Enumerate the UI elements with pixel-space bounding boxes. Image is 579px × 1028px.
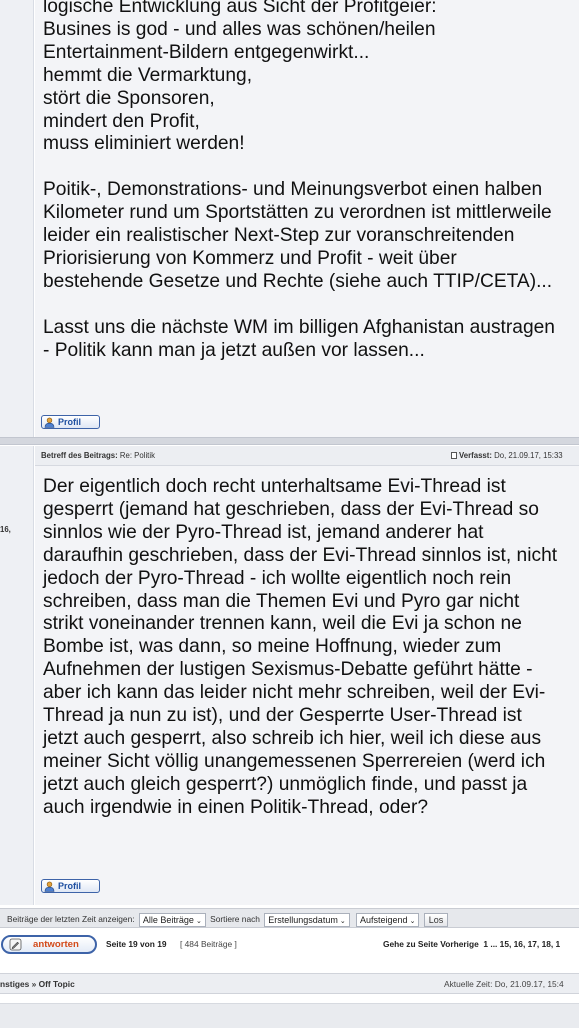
post1-line: - Politik kann man ja jetzt außen vor lassen... xyxy=(43,339,425,361)
show-posts-label: Beiträge der letzten Zeit anzeigen: xyxy=(7,914,135,924)
profile-label: Profil xyxy=(58,417,82,427)
post2-line: auch irgendwie in einen Politik-Thread, oder? xyxy=(43,796,429,818)
reply-label: antworten xyxy=(33,939,79,950)
reply-icon xyxy=(9,938,22,951)
post1-line: Lasst uns die nächste WM im billigen Afghanistan austragen xyxy=(43,316,555,338)
post2-timestamp xyxy=(451,446,563,466)
post2-header xyxy=(35,446,579,466)
post1-line: stört die Sponsoren, xyxy=(43,87,215,109)
post2-line: sinnlos wie der Pyro-Thread ist, jemand anderer hat xyxy=(43,521,484,543)
post2-line: schreiben, dass man die Themen Evi und Pyro gar nicht xyxy=(43,590,520,612)
sort-by-select[interactable] xyxy=(264,913,349,927)
post1-author-column xyxy=(0,0,34,437)
post1-body xyxy=(43,0,579,363)
post2-line: Der eigentlich doch recht unterhaltsame Evi-Thread ist xyxy=(43,476,506,497)
post2-author-info: 16, xyxy=(0,525,11,534)
current-time-value: Do, 21.09.17, 15:4 xyxy=(494,979,564,989)
breadcrumb xyxy=(0,973,579,994)
post2-profile-button[interactable] xyxy=(41,879,100,893)
post1-line: Poitik-, Demonstrations- und Meinungsverbot einen halben xyxy=(43,179,543,201)
chevron-down-icon: ⌄ xyxy=(409,917,416,925)
show-posts-select[interactable] xyxy=(139,913,206,927)
breadcrumb-path[interactable]: nstiges » Off Topic xyxy=(0,979,75,989)
post2-subject xyxy=(41,446,155,466)
post2-body xyxy=(43,476,579,820)
chevron-down-icon: ⌄ xyxy=(339,917,346,925)
sort-order-select[interactable] xyxy=(356,913,419,927)
post1-line: bestehende Gesetze und Rechte (siehe auch TTIP/CETA)... xyxy=(43,270,553,292)
display-options-bar xyxy=(0,908,579,928)
post2-line: daraufhin geschrieben, dass der Evi-Thread sinnlos ist, nicht xyxy=(43,544,558,566)
post2-line: aber ich kann das leider nicht mehr schreiben, weil der Evi- xyxy=(43,682,546,704)
post1-line: Kilometer rund um Sportstätten zu verordnen ist mittlerweile xyxy=(43,202,552,224)
sort-by-value: Erstellungsdatum xyxy=(268,914,338,925)
post2-line: meiner Sicht völlig unangemessenen Sperrereien (werd ich xyxy=(43,750,546,772)
post1-line: mindert den Profit, xyxy=(43,110,200,132)
subject-label: Betreff des Beitrags: xyxy=(41,451,118,460)
post1-line: Priorisierung von Kommerz und Profit - weit über xyxy=(43,248,457,270)
user-icon xyxy=(44,881,55,892)
post1-line: logische Entwicklung aus Sicht der Profitgeier: xyxy=(43,0,437,17)
post2-author-column xyxy=(0,446,34,905)
previous-page-link[interactable]: Vorherige xyxy=(440,939,479,949)
pagination-row xyxy=(0,932,579,956)
posted-label: Verfasst: xyxy=(459,451,492,460)
post1-line: muss eliminiert werden! xyxy=(43,133,245,155)
post1-line: Busines is god - und alles was schönen/heilen xyxy=(43,18,436,40)
sort-by-label: Sortiere nach xyxy=(210,914,260,924)
reply-button[interactable] xyxy=(1,935,97,954)
goto-page xyxy=(383,932,560,956)
chevron-down-icon: ⌄ xyxy=(195,917,202,925)
post2-line: Bombe ist, was dann, so meine Hoffnung, wieder zum xyxy=(43,636,502,658)
show-posts-value: Alle Beiträge xyxy=(142,914,194,925)
post2-line: gesperrt (jemand hat geschrieben, dass der Evi-Thread so xyxy=(43,498,539,520)
post1-profile-button[interactable] xyxy=(41,415,100,429)
post2-line: Aufnehmen der lustigen Sexismus-Debatte geführt hätte - xyxy=(43,659,533,681)
post2-line: Thread ja nun zu ist), und der Gesperrte User-Thread ist xyxy=(43,705,522,727)
footer-band xyxy=(0,1003,579,1028)
goto-label: Gehe zu Seite xyxy=(383,939,438,949)
sort-order-value: Aufsteigend xyxy=(360,914,408,925)
post-separator xyxy=(0,437,579,445)
post2-line: jedoch der Pyro-Thread - ich wollte eigentlich noch rein xyxy=(43,567,512,589)
post1-line: leider ein realistischer Next-Step zur voranschreitenden xyxy=(43,225,515,247)
post2-line: jetzt auch gleich gesperrt?) unmöglich finde, und passt ja xyxy=(43,773,528,795)
user-icon xyxy=(44,417,55,428)
go-button[interactable]: Los xyxy=(424,913,449,927)
post2-line: strikt voneinander trennen kann, weil die Evi ja schon ne xyxy=(43,613,522,635)
page-info: Seite 19 von 19 xyxy=(106,939,167,949)
current-time-label: Aktuelle Zeit: xyxy=(444,979,493,989)
post-count: [ 484 Beiträge ] xyxy=(180,939,237,949)
post2-line: jetzt auch gesperrt, also schreib ich hier, weil ich diese aus xyxy=(43,727,542,749)
post1-line: hemmt die Vermarktung, xyxy=(43,64,253,86)
current-time xyxy=(444,974,564,994)
post1-line: Entertainment-Bildern entgegenwirkt... xyxy=(43,41,370,63)
post-link-icon[interactable] xyxy=(451,452,457,459)
profile-label: Profil xyxy=(58,881,82,891)
page-links[interactable]: 1 ... 15, 16, 17, 18, 1 xyxy=(483,939,561,949)
posted-value: Do, 21.09.17, 15:33 xyxy=(494,451,563,460)
subject-value: Re: Politik xyxy=(119,451,155,460)
